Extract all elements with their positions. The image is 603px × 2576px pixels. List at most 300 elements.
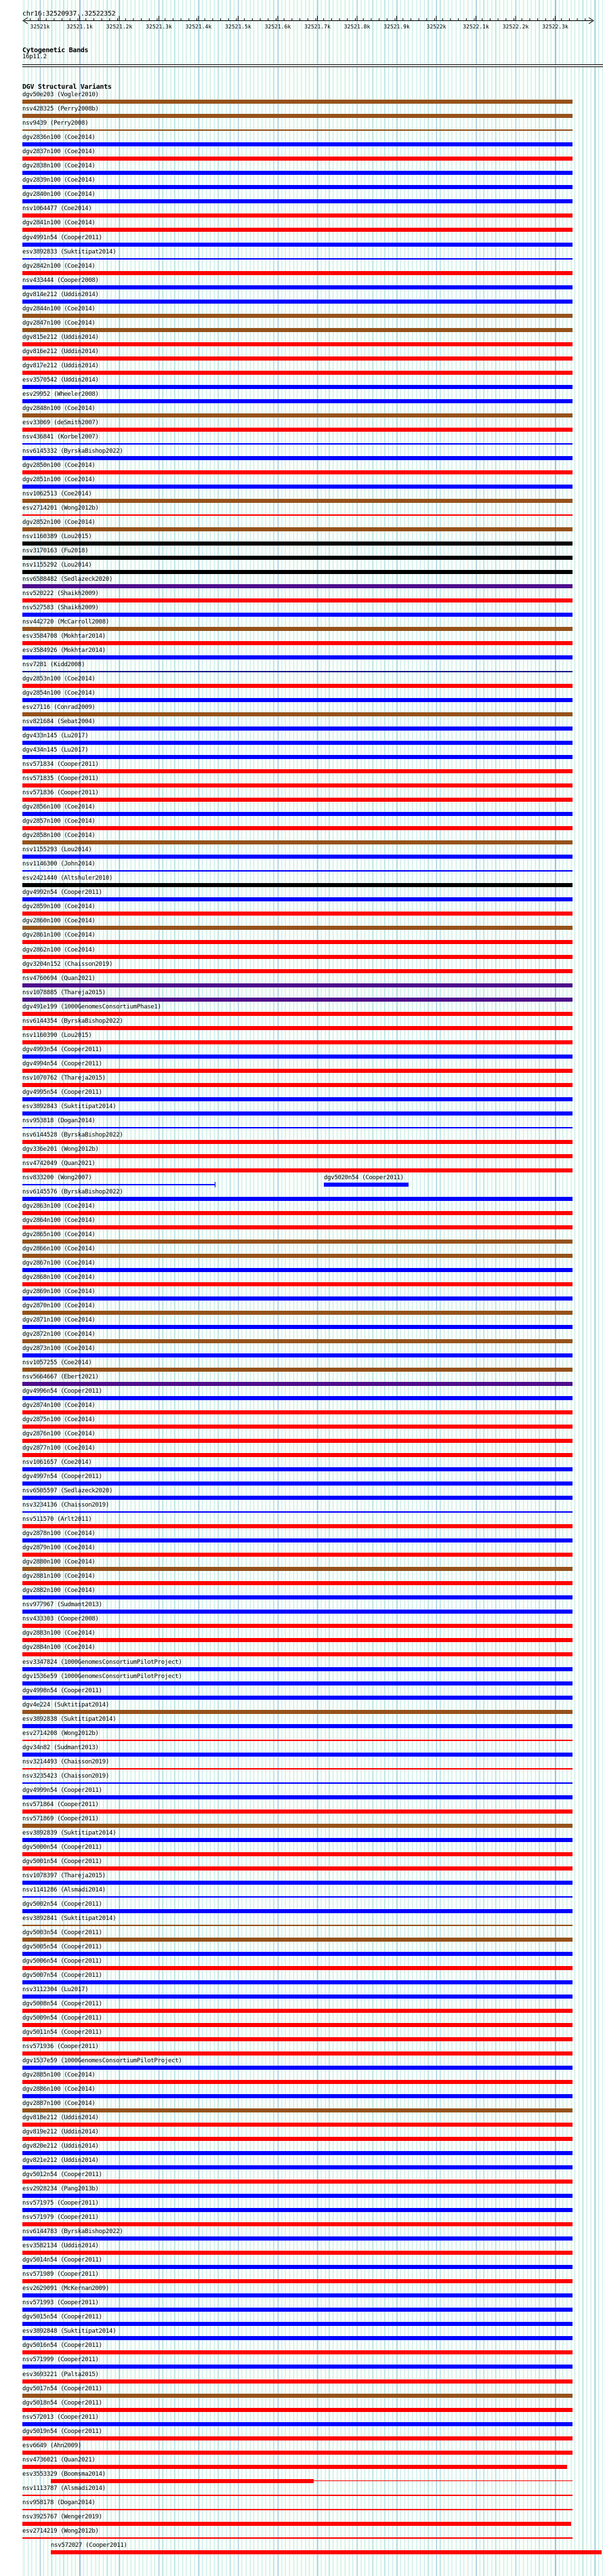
variant-label[interactable]: dgv5020n54 (Cooper2011): [324, 1174, 404, 1181]
variant-label[interactable]: dgv2883n100 (Coe2014): [22, 1630, 96, 1637]
variant-bar[interactable]: [22, 1724, 573, 1728]
variant-bar[interactable]: [22, 584, 573, 588]
variant-label[interactable]: nsv3112304 (Lu2017): [22, 1986, 89, 1993]
variant-bar[interactable]: [22, 2137, 573, 2141]
variant-label[interactable]: nsv571979 (Cooper2011): [22, 2214, 99, 2222]
variant-label[interactable]: esv3892841 (Suktitipat2014): [22, 1915, 117, 1922]
variant-label[interactable]: dgv5016n54 (Cooper2011): [22, 2342, 102, 2350]
variant-bar[interactable]: [22, 371, 573, 375]
variant-bar[interactable]: [22, 1740, 573, 1741]
variant-bar[interactable]: [22, 300, 573, 304]
variant-bar[interactable]: [22, 271, 573, 275]
variant-bar[interactable]: [22, 1810, 573, 1814]
variant-label[interactable]: nsv4736021 (Quan2021): [22, 2456, 96, 2463]
variant-label[interactable]: nsv6145576 (ByrskaBishop2022): [22, 1188, 123, 1195]
variant-bar[interactable]: [22, 342, 573, 346]
variant-bar[interactable]: [22, 470, 573, 474]
variant-label[interactable]: dgv5001n54 (Cooper2011): [22, 1858, 102, 1865]
variant-bar[interactable]: [22, 1311, 573, 1315]
variant-bar[interactable]: [22, 2023, 573, 2027]
variant-label[interactable]: dgv2840n100 (Coe2014): [22, 191, 96, 199]
variant-label[interactable]: nsv6588482 (Sedlazeck2020): [22, 575, 113, 583]
variant-bar[interactable]: [22, 1866, 573, 1870]
variant-label[interactable]: dgv2844n100 (Coe2014): [22, 305, 96, 312]
variant-bar[interactable]: [22, 1966, 573, 1970]
variant-label[interactable]: esv3582134 (Uddin2014): [22, 2243, 99, 2250]
variant-bar[interactable]: [22, 2322, 573, 2326]
variant-label[interactable]: dgv34n82 (Sudmant2013): [22, 1744, 99, 1751]
variant-bar[interactable]: [22, 556, 573, 560]
variant-bar[interactable]: [22, 1225, 573, 1229]
variant-bar[interactable]: [22, 1481, 573, 1486]
variant-bar[interactable]: [22, 1852, 573, 1856]
variant-bar[interactable]: [22, 741, 573, 745]
variant-label[interactable]: nsv4760694 (Quan2021): [22, 975, 96, 982]
variant-label[interactable]: dgv2871n100 (Coe2014): [22, 1317, 96, 1324]
variant-label[interactable]: nsv3925767 (Wenger2019): [22, 2513, 102, 2520]
variant-bar[interactable]: [22, 1795, 573, 1799]
variant-bar[interactable]: [22, 671, 573, 672]
variant-label[interactable]: dgv5000n54 (Cooper2011): [22, 1843, 102, 1851]
variant-label[interactable]: nsv1070762 (Thareja2015): [22, 1074, 106, 1082]
variant-bar[interactable]: [22, 2080, 573, 2084]
variant-bar[interactable]: [22, 2365, 573, 2369]
variant-label[interactable]: dgv4993n54 (Cooper2011): [22, 1046, 102, 1053]
variant-label[interactable]: dgv2882n100 (Coe2014): [22, 1587, 96, 1595]
variant-label[interactable]: esv2629091 (McKernan2009): [22, 2285, 109, 2293]
variant-bar[interactable]: [22, 1881, 573, 1885]
variant-label[interactable]: nsv1160390 (Lou2015): [22, 1031, 92, 1039]
variant-bar[interactable]: [22, 328, 573, 332]
variant-bar[interactable]: [22, 2451, 573, 2455]
variant-label[interactable]: dgv2860n100 (Coe2014): [22, 918, 96, 925]
variant-label[interactable]: dgv2848n100 (Coe2014): [22, 405, 96, 412]
variant-label[interactable]: nsv3214493 (Chaisson2019): [22, 1758, 109, 1765]
variant-bar[interactable]: [22, 2051, 573, 2056]
variant-bar[interactable]: [22, 1938, 573, 1942]
variant-bar[interactable]: [22, 142, 573, 146]
variant-bar[interactable]: [22, 2509, 573, 2510]
variant-bar[interactable]: [22, 2308, 573, 2312]
variant-bar[interactable]: [22, 1325, 573, 1329]
variant-label[interactable]: dgv2874n100 (Coe2014): [22, 1402, 96, 1410]
variant-label[interactable]: dgv2864n100 (Coe2014): [22, 1217, 96, 1224]
variant-label[interactable]: dgv2866n100 (Coe2014): [22, 1245, 96, 1252]
variant-label[interactable]: dgv2868n100 (Coe2014): [22, 1273, 96, 1281]
variant-label[interactable]: dgv491e199 (1000GenomesConsortiumPhase1): [22, 1003, 161, 1010]
variant-label[interactable]: nsv1061657 (Coe2014): [22, 1459, 92, 1467]
variant-label[interactable]: esv3693221 (Palta2015): [22, 2371, 99, 2378]
variant-label[interactable]: esv2714201 (Wong2012b): [22, 504, 99, 512]
variant-bar[interactable]: [22, 129, 573, 131]
variant-bar[interactable]: [22, 883, 573, 887]
variant-label[interactable]: nsv433303 (Cooper2008): [22, 1616, 99, 1623]
variant-bar[interactable]: [22, 1069, 573, 1073]
variant-bar[interactable]: [22, 1282, 573, 1286]
variant-label[interactable]: dgv1537e59 (1000GenomesConsortiumPilotProject): [22, 2058, 182, 2065]
variant-label[interactable]: dgv2877n100 (Coe2014): [22, 1445, 96, 1452]
variant-label[interactable]: dgv4991n54 (Cooper2011): [22, 234, 102, 241]
variant-bar[interactable]: [22, 1896, 573, 1898]
variant-label[interactable]: dgv2862n100 (Coe2014): [22, 946, 96, 954]
variant-label[interactable]: dgv2847n100 (Coe2014): [22, 319, 96, 327]
variant-label[interactable]: nsv3170163 (Fu2018): [22, 547, 89, 554]
variant-label[interactable]: dgv2867n100 (Coe2014): [22, 1259, 96, 1267]
variant-bar[interactable]: [22, 1026, 573, 1030]
variant-bar[interactable]: [22, 1624, 573, 1628]
variant-bar[interactable]: [22, 812, 573, 816]
variant-label[interactable]: nsv7281 (Kidd2008): [22, 661, 85, 669]
variant-bar[interactable]: [22, 570, 573, 574]
variant-bar[interactable]: [22, 1140, 573, 1144]
variant-label[interactable]: nsv6144528 (ByrskaBishop2022): [22, 1131, 123, 1139]
variant-label[interactable]: nsv571834 (Cooper2011): [22, 761, 99, 769]
variant-bar[interactable]: [22, 1681, 573, 1685]
variant-label[interactable]: nsv433444 (Cooper2008): [22, 277, 99, 284]
variant-label[interactable]: nsv1078397 (Thareja2015): [22, 1872, 106, 1879]
variant-label[interactable]: nsv9439 (Perry2008): [22, 120, 89, 127]
variant-label[interactable]: nsv953818 (Dogan2014): [22, 1117, 96, 1124]
variant-bar[interactable]: [22, 727, 573, 731]
variant-label[interactable]: nsv571993 (Cooper2011): [22, 2299, 99, 2307]
variant-bar[interactable]: [22, 2379, 573, 2384]
variant-label[interactable]: dgv2885n100 (Coe2014): [22, 2072, 96, 2079]
variant-bar[interactable]: [22, 2436, 573, 2440]
variant-label[interactable]: esv3892843 (Suktitipat2014): [22, 1103, 117, 1110]
variant-bar[interactable]: [22, 1154, 573, 1158]
variant-label[interactable]: dgv4997n54 (Cooper2011): [22, 1473, 102, 1481]
variant-label[interactable]: dgv336e201 (Wong2012b): [22, 1145, 99, 1153]
variant-bar[interactable]: [22, 1638, 573, 1642]
variant-label[interactable]: dgv2858n100 (Coe2014): [22, 832, 96, 840]
variant-bar[interactable]: [22, 1339, 573, 1343]
variant-bar[interactable]: [22, 443, 573, 445]
variant-label[interactable]: dgv5006n54 (Cooper2011): [22, 1957, 102, 1965]
variant-label[interactable]: nsv571975 (Cooper2011): [22, 2200, 99, 2207]
variant-bar[interactable]: [22, 870, 573, 872]
variant-bar[interactable]: [22, 541, 573, 546]
variant-bar[interactable]: [22, 1710, 573, 1714]
variant-bar[interactable]: [22, 1396, 573, 1400]
variant-bar[interactable]: [22, 514, 573, 516]
variant-label[interactable]: nsv442720 (McCarroll2008): [22, 619, 109, 626]
variant-bar[interactable]: [22, 428, 573, 432]
variant-bar[interactable]: [22, 1012, 573, 1016]
variant-bar[interactable]: [22, 1467, 573, 1471]
variant-bar[interactable]: [22, 1753, 573, 1757]
variant-bar[interactable]: [22, 485, 573, 489]
variant-label[interactable]: nsv1078885 (Thareja2015): [22, 989, 106, 996]
variant-bar[interactable]: [324, 1183, 409, 1187]
variant-bar[interactable]: [22, 185, 573, 189]
variant-bar[interactable]: [22, 1211, 573, 1215]
variant-bar[interactable]: [22, 2123, 573, 2127]
variant-bar[interactable]: [22, 769, 573, 773]
variant-label[interactable]: nsv958178 (Dogan2014): [22, 2499, 96, 2506]
variant-bar[interactable]: [22, 1382, 573, 1386]
variant-bar[interactable]: [22, 1111, 573, 1116]
variant-bar[interactable]: [22, 1838, 573, 1842]
variant-bar[interactable]: [22, 1439, 573, 1443]
variant-label[interactable]: esv27116 (Conrad2009): [22, 704, 96, 712]
variant-bar[interactable]: [22, 684, 573, 688]
variant-label[interactable]: dgv3204n152 (Chaisson2019): [22, 960, 113, 968]
variant-label[interactable]: nsv4742049 (Quan2021): [22, 1160, 96, 1167]
variant-bar[interactable]: [22, 100, 573, 104]
variant-label[interactable]: nsv1155292 (Lou2014): [22, 561, 92, 569]
variant-bar[interactable]: [22, 1197, 573, 1201]
variant-bar[interactable]: [22, 356, 573, 361]
variant-bar[interactable]: [22, 2522, 571, 2526]
variant-label[interactable]: esv2928234 (Pang2013b): [22, 2186, 99, 2193]
variant-label[interactable]: esv33069 (deSmith2007): [22, 419, 99, 426]
variant-label[interactable]: nsv6145332 (ByrskaBishop2022): [22, 447, 123, 455]
variant-label[interactable]: dgv2857n100 (Coe2014): [22, 818, 96, 825]
variant-label[interactable]: dgv820e212 (Uddin2014): [22, 2143, 99, 2150]
variant-label[interactable]: dgv5011n54 (Cooper2011): [22, 2029, 102, 2037]
variant-label[interactable]: nsv3235423 (Chaisson2019): [22, 1772, 109, 1780]
variant-label[interactable]: dgv2879n100 (Coe2014): [22, 1545, 96, 1552]
variant-label[interactable]: nsv5664667 (Ebert2021): [22, 1374, 99, 1381]
variant-bar[interactable]: [22, 385, 573, 389]
variant-bar[interactable]: [22, 2394, 573, 2398]
variant-label[interactable]: esv3553329 (Boomsma2014): [22, 2470, 106, 2478]
variant-bar[interactable]: [22, 2194, 573, 2198]
variant-label[interactable]: nsv1062513 (Coe2014): [22, 490, 92, 497]
variant-label[interactable]: esv3584926 (Mokhtar2014): [22, 647, 106, 655]
variant-bar[interactable]: [22, 1995, 573, 1999]
variant-bar[interactable]: [22, 1524, 573, 1528]
cytogenetic-band-label[interactable]: 16p11.2: [22, 54, 47, 60]
variant-label[interactable]: nsv571999 (Cooper2011): [22, 2356, 99, 2364]
variant-label[interactable]: dgv2869n100 (Coe2014): [22, 1288, 96, 1295]
variant-label[interactable]: nsv1155293 (Lou2014): [22, 846, 92, 854]
variant-bar[interactable]: [22, 2495, 573, 2496]
variant-bar[interactable]: [22, 926, 573, 930]
variant-bar[interactable]: [22, 1952, 573, 1956]
variant-label[interactable]: esv3892833 (Suktitipat2014): [22, 248, 117, 255]
variant-label[interactable]: dgv2859n100 (Coe2014): [22, 903, 96, 911]
variant-label[interactable]: dgv4e224 (Suktitipat2014): [22, 1701, 109, 1709]
variant-label[interactable]: dgv2854n100 (Coe2014): [22, 690, 96, 697]
variant-label[interactable]: nsv1113787 (Alsmadi2014): [22, 2485, 106, 2492]
variant-label[interactable]: esv3892838 (Suktitipat2014): [22, 1715, 117, 1723]
variant-label[interactable]: nsv6144783 (ByrskaBishop2022): [22, 2228, 123, 2236]
variant-label[interactable]: nsv571835 (Cooper2011): [22, 775, 99, 783]
variant-bar[interactable]: [22, 2336, 573, 2340]
variant-label[interactable]: dgv2872n100 (Coe2014): [22, 1331, 96, 1338]
variant-bar[interactable]: [22, 641, 573, 645]
variant-label[interactable]: dgv2836n100 (Coe2014): [22, 134, 96, 142]
variant-label[interactable]: nsv1160389 (Lou2015): [22, 533, 92, 540]
variant-bar[interactable]: [22, 1909, 573, 1913]
variant-label[interactable]: esv29952 (Wheeler2008): [22, 390, 99, 398]
variant-label[interactable]: dgv4998n54 (Cooper2011): [22, 1687, 102, 1694]
variant-bar[interactable]: [22, 613, 573, 617]
variant-bar[interactable]: [22, 1127, 573, 1128]
variant-bar[interactable]: [22, 1595, 573, 1599]
variant-label[interactable]: nsv571936 (Cooper2011): [22, 2043, 99, 2051]
variant-label[interactable]: dgv2881n100 (Coe2014): [22, 1573, 96, 1580]
variant-bar[interactable]: [22, 499, 573, 503]
variant-bar[interactable]: [22, 1511, 573, 1513]
variant-bar[interactable]: [22, 2265, 573, 2269]
variant-label[interactable]: dgv2853n100 (Coe2014): [22, 676, 96, 683]
variant-label[interactable]: dgv5003n54 (Cooper2011): [22, 1929, 102, 1936]
variant-bar[interactable]: [22, 1610, 573, 1614]
variant-label[interactable]: nsv1146300 (John2014): [22, 861, 96, 868]
variant-bar[interactable]: [22, 243, 573, 247]
variant-bar[interactable]: [22, 2037, 573, 2041]
variant-label[interactable]: dgv5007n54 (Cooper2011): [22, 1971, 102, 1979]
variant-label[interactable]: dgv2838n100 (Coe2014): [22, 163, 96, 170]
variant-bar[interactable]: [22, 2094, 573, 2098]
variant-bar[interactable]: [22, 1083, 573, 1087]
variant-label[interactable]: nsv6505597 (Sedlazeck2020): [22, 1488, 113, 1495]
variant-bar[interactable]: [22, 912, 573, 916]
variant-label[interactable]: dgv5002n54 (Cooper2011): [22, 1900, 102, 1908]
variant-bar[interactable]: [22, 983, 573, 987]
variant-bar[interactable]: [22, 1538, 573, 1542]
variant-bar[interactable]: [22, 2279, 573, 2283]
variant-bar[interactable]: [22, 655, 573, 659]
variant-bar[interactable]: [22, 2009, 573, 2013]
variant-label[interactable]: esv3892839 (Suktitipat2014): [22, 1829, 117, 1837]
variant-label[interactable]: dgv2850n100 (Coe2014): [22, 462, 96, 469]
variant-bar[interactable]: [22, 2066, 573, 2070]
variant-label[interactable]: dgv2839n100 (Coe2014): [22, 177, 96, 184]
variant-label[interactable]: nsv571836 (Cooper2011): [22, 790, 99, 797]
variant-label[interactable]: nsv1064477 (Coe2014): [22, 205, 92, 213]
variant-bar[interactable]: [22, 1368, 573, 1372]
variant-bar[interactable]: [22, 1240, 573, 1244]
variant-bar[interactable]: [51, 2550, 602, 2554]
variant-label[interactable]: dgv2842n100 (Coe2014): [22, 262, 96, 270]
variant-bar[interactable]: [22, 171, 573, 175]
variant-bar[interactable]: [22, 840, 573, 844]
variant-bar[interactable]: [22, 2208, 573, 2212]
variant-label[interactable]: dgv4994n54 (Cooper2011): [22, 1060, 102, 1067]
variant-bar[interactable]: [22, 285, 573, 289]
variant-bar[interactable]: [22, 1581, 573, 1585]
variant-label[interactable]: dgv1536e59 (1000GenomesConsortiumPilotProject): [22, 1673, 182, 1680]
variant-bar[interactable]: [22, 114, 573, 118]
variant-bar[interactable]: [22, 157, 573, 161]
variant-bar[interactable]: [22, 1168, 573, 1172]
variant-label[interactable]: esv3347824 (1000GenomesConsortiumPilotProject): [22, 1658, 182, 1666]
variant-label[interactable]: nsv571989 (Cooper2011): [22, 2271, 99, 2278]
variant-bar[interactable]: [22, 1824, 573, 1828]
variant-label[interactable]: dgv4992n54 (Cooper2011): [22, 889, 102, 897]
variant-bar[interactable]: [22, 2293, 573, 2297]
variant-bar[interactable]: [22, 1980, 573, 1984]
variant-label[interactable]: nsv977967 (Sudmant2013): [22, 1601, 102, 1609]
variant-label[interactable]: dgv2875n100 (Coe2014): [22, 1416, 96, 1424]
variant-label[interactable]: esv3570542 (Uddin2014): [22, 376, 99, 384]
variant-label[interactable]: dgv2841n100 (Coe2014): [22, 220, 96, 227]
variant-label[interactable]: nsv821684 (Sebat2004): [22, 718, 96, 726]
variant-bar[interactable]: [22, 2251, 573, 2255]
variant-bar[interactable]: [22, 712, 573, 716]
variant-bar[interactable]: [22, 855, 573, 859]
variant-label[interactable]: nsv428325 (Perry2008b): [22, 106, 99, 113]
variant-label[interactable]: esv2714219 (Wong2012b): [22, 2527, 99, 2535]
variant-label[interactable]: dgv5014n54 (Cooper2011): [22, 2257, 102, 2264]
variant-label[interactable]: nsv833200 (Wong2007): [22, 1174, 92, 1181]
variant-bar[interactable]: [22, 314, 573, 318]
variant-label[interactable]: dgv2870n100 (Coe2014): [22, 1303, 96, 1309]
variant-bar[interactable]: [22, 1097, 573, 1101]
variant-label[interactable]: dgv5019n54 (Cooper2011): [22, 2428, 102, 2435]
variant-label[interactable]: dgv4996n54 (Cooper2011): [22, 1388, 102, 1395]
variant-bar[interactable]: [22, 199, 573, 203]
variant-label[interactable]: dgv5005n54 (Cooper2011): [22, 1943, 102, 1950]
variant-bar[interactable]: [22, 2350, 573, 2354]
variant-label[interactable]: nsv572027 (Cooper2011): [51, 2541, 127, 2549]
variant-bar[interactable]: [22, 798, 573, 802]
variant-label[interactable]: dgv434n145 (Lu2017): [22, 747, 89, 754]
variant-bar[interactable]: [51, 2479, 314, 2483]
variant-label[interactable]: esv2714208 (Wong2012b): [22, 1730, 99, 1737]
variant-label[interactable]: dgv2851n100 (Coe2014): [22, 476, 96, 483]
variant-label[interactable]: dgv4999n54 (Cooper2011): [22, 1786, 102, 1794]
variant-label[interactable]: nsv571869 (Cooper2011): [22, 1815, 99, 1822]
variant-label[interactable]: dgv2887n100 (Coe2014): [22, 2100, 96, 2108]
variant-bar[interactable]: [22, 783, 573, 788]
variant-bar[interactable]: [22, 2236, 573, 2241]
variant-label[interactable]: nsv572013 (Cooper2011): [22, 2413, 99, 2421]
variant-bar[interactable]: [22, 1667, 573, 1671]
variant-bar[interactable]: [22, 1254, 573, 1258]
variant-bar[interactable]: [22, 213, 573, 218]
variant-bar[interactable]: [22, 940, 573, 944]
variant-bar[interactable]: [22, 598, 573, 602]
variant-label[interactable]: nsv6144354 (ByrskaBishop2022): [22, 1017, 123, 1025]
variant-bar[interactable]: [22, 1652, 573, 1656]
variant-bar[interactable]: [22, 1567, 573, 1571]
variant-label[interactable]: dgv821e212 (Uddin2014): [22, 2157, 99, 2165]
variant-bar[interactable]: [22, 2151, 573, 2155]
variant-label[interactable]: dgv2865n100 (Coe2014): [22, 1231, 96, 1238]
variant-label[interactable]: dgv816e212 (Uddin2014): [22, 348, 99, 355]
variant-bar[interactable]: [22, 527, 573, 531]
variant-bar[interactable]: [22, 2165, 573, 2169]
variant-label[interactable]: nsv527583 (Shaikh2009): [22, 605, 99, 612]
variant-label[interactable]: dgv5009n54 (Cooper2011): [22, 2015, 102, 2022]
variant-bar[interactable]: [22, 1553, 573, 1557]
variant-label[interactable]: esv3892848 (Suktitipat2014): [22, 2328, 117, 2335]
variant-bar[interactable]: [22, 1040, 573, 1044]
variant-bar[interactable]: [22, 998, 573, 1002]
variant-bar[interactable]: [22, 969, 573, 973]
variant-label[interactable]: dgv5015n54 (Cooper2011): [22, 2314, 102, 2321]
variant-bar[interactable]: [22, 228, 573, 232]
variant-bar[interactable]: [22, 2465, 567, 2469]
variant-bar[interactable]: [22, 1782, 573, 1784]
variant-bar[interactable]: [22, 826, 573, 830]
variant-label[interactable]: dgv2837n100 (Coe2014): [22, 148, 96, 156]
variant-label[interactable]: dgv815e212 (Uddin2014): [22, 333, 99, 341]
variant-label[interactable]: dgv2884n100 (Coe2014): [22, 1644, 96, 1652]
variant-bar[interactable]: [22, 456, 573, 460]
variant-bar[interactable]: [22, 2537, 573, 2539]
variant-bar[interactable]: [22, 1696, 573, 1700]
variant-label[interactable]: dgv2852n100 (Coe2014): [22, 518, 96, 526]
variant-label[interactable]: dgv2861n100 (Coe2014): [22, 932, 96, 939]
variant-label[interactable]: dgv2856n100 (Coe2014): [22, 804, 96, 811]
variant-bar[interactable]: [22, 1268, 573, 1272]
variant-bar[interactable]: [22, 1184, 215, 1185]
